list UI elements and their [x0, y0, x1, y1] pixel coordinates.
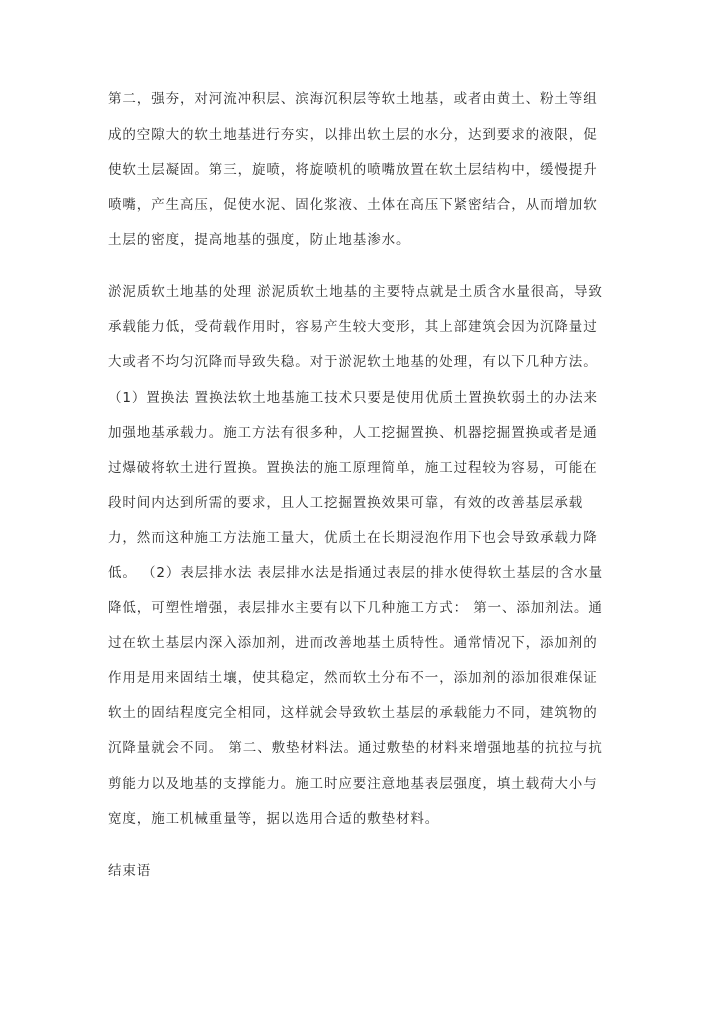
- text-line: 沉降量就会不同。 第二、敷垫材料法。通过敷垫的材料来增强地基的抗拉与抗: [108, 740, 603, 756]
- text-line: 宽度，施工机械重量等，据以选用合适的敷垫材料。: [108, 811, 440, 827]
- text-line: 土层的密度，提高地基的强度，防止地基渗水。: [108, 232, 411, 248]
- text-line: 剪能力以及地基的支撑能力。施工时应要注意地基表层强度，填土载荷大小与: [108, 776, 598, 792]
- text-line: 力，然而这种施工方法施工量大，优质土在长期浸泡作用下也会导致承载力降: [108, 530, 598, 546]
- text-line: 第二，强夯，对河流冲积层、滨海沉积层等软土地基，或者由黄土、粉土等组: [108, 91, 598, 107]
- text-line: 喷嘴，产生高压，促使水泥、固化浆液、土体在高压下紧密结合，从而增加软: [108, 197, 598, 213]
- text-line: 大或者不均匀沉降而导致失稳。对于淤泥软土地基的处理，有以下几种方法。: [108, 354, 598, 370]
- text-line: 降低，可塑性增强，表层排水主要有以下几种施工方式： 第一、添加剂法。通: [108, 600, 603, 616]
- section-heading: 结束语: [108, 863, 152, 879]
- text-line: 成的空隙大的软土地基进行夯实，以排出软土层的水分，达到要求的液限，促: [108, 127, 598, 143]
- text-line: 作用是用来固结土壤，使其稳定，然而软土分布不一，添加剂的添加很难保证: [108, 670, 598, 686]
- text-line: 使软土层凝固。第三，旋喷，将旋喷机的喷嘴放置在软土层结构中，缓慢提升: [108, 162, 598, 178]
- text-line: 淤泥质软土地基的处理 淤泥质软土地基的主要特点就是土质含水量很高，导致: [108, 284, 603, 300]
- text-line: 段时间内达到所需的要求，且人工挖掘置换效果可靠，有效的改善基层承载: [108, 495, 584, 511]
- text-line: 加强地基承载力。施工方法有很多种，人工挖掘置换、机器挖掘置换或者是通: [108, 425, 598, 441]
- text-line: 软土的固结程度完全相同，这样就会导致软土基层的承载能力不同，建筑物的: [108, 705, 598, 721]
- text-line: （1）置换法 置换法软土地基施工技术只要是使用优质土置换软弱土的办法来: [108, 390, 598, 406]
- text-line: 过爆破将软土进行置换。置换法的施工原理简单，施工过程较为容易，可能在: [108, 460, 598, 476]
- text-line: 承载能力低，受荷载作用时，容易产生较大变形，其上部建筑会因为沉降量过: [108, 319, 598, 335]
- text-line: 过在软土基层内深入添加剂，进而改善地基土质特性。通常情况下，添加剂的: [108, 635, 598, 651]
- text-line: 低。 （2）表层排水法 表层排水法是指通过表层的排水使得软土基层的含水量: [108, 565, 604, 581]
